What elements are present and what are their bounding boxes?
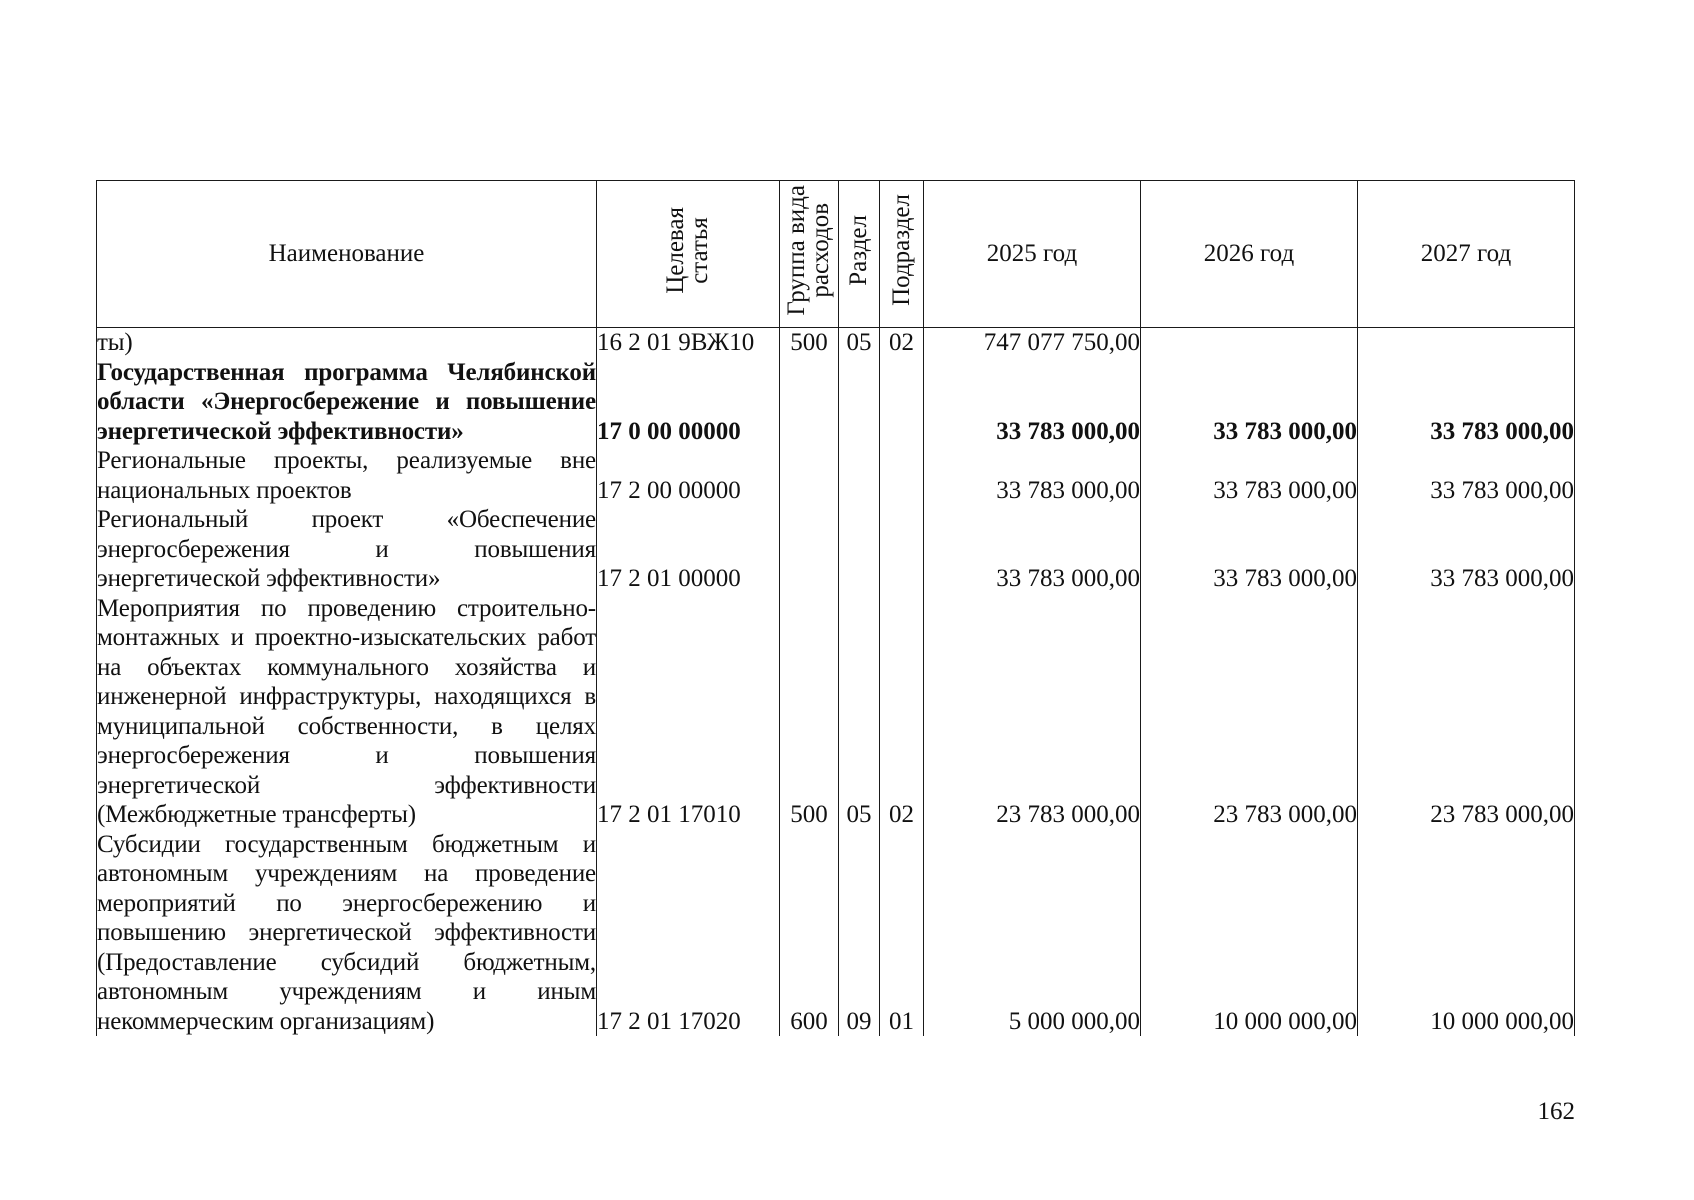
header-expense-group — [780, 181, 839, 328]
header-target-article-text: Целевая статья — [662, 206, 713, 294]
row-amount-2026-cell: 33 783 000,00 — [1141, 358, 1358, 447]
row-expense-group-cell — [780, 505, 839, 594]
row-section-cell — [839, 505, 880, 594]
row-section-cell — [839, 446, 880, 505]
row-target-article-cell: 17 2 01 00000 — [597, 505, 780, 594]
table-row — [97, 830, 1575, 1037]
table-row — [97, 358, 1575, 447]
row-amount-2026-cell: 33 783 000,00 — [1141, 505, 1358, 594]
header-expense-group-text: Группа вида расходов — [783, 184, 834, 316]
row-amount-2025-cell: 33 783 000,00 — [924, 358, 1141, 447]
header-name: Наименование — [97, 181, 597, 328]
header-section-text: Раздел — [845, 214, 872, 286]
header-target-article — [597, 181, 780, 328]
table-header-row — [97, 181, 1575, 328]
row-subsection-cell: 01 — [880, 830, 924, 1037]
row-amount-2027-cell: 10 000 000,00 — [1358, 830, 1575, 1037]
table-row — [97, 594, 1575, 830]
row-section-cell: 05 — [839, 594, 880, 830]
table-row — [97, 505, 1575, 594]
row-amount-2027-cell: 33 783 000,00 — [1358, 505, 1575, 594]
row-amount-2026-cell: 33 783 000,00 — [1141, 446, 1358, 505]
row-subsection-cell: 02 — [880, 594, 924, 830]
row-subsection-cell: 02 — [880, 328, 924, 358]
header-2025: 2025 год — [924, 181, 1141, 328]
row-name-cell: Государственная программа Челябинской области «Энергосбережение и повышение энергетической эффективности» — [97, 358, 596, 445]
row-target-article-cell: 16 2 01 9ВЖ10 — [597, 328, 780, 358]
row-expense-group-cell: 500 — [780, 328, 839, 358]
row-subsection-cell — [880, 358, 924, 447]
row-subsection-cell — [880, 446, 924, 505]
row-section-cell: 05 — [839, 328, 880, 358]
header-section — [839, 181, 880, 328]
row-subsection-cell — [880, 505, 924, 594]
row-amount-2027-cell: 23 783 000,00 — [1358, 594, 1575, 830]
row-target-article-cell: 17 2 01 17010 — [597, 594, 780, 830]
header-subsection-text: Подраздел — [887, 194, 915, 307]
row-amount-2025-cell: 23 783 000,00 — [924, 594, 1141, 830]
row-amount-2025-cell: 33 783 000,00 — [924, 505, 1141, 594]
row-name-cell: ты) — [97, 328, 597, 358]
row-target-article-cell: 17 2 01 17020 — [597, 830, 780, 1037]
row-amount-2027-cell — [1358, 328, 1575, 358]
row-name-cell: Региональные проекты, реализуемые вне национальных проектов — [97, 447, 596, 504]
budget-table — [96, 180, 1575, 1036]
row-section-cell: 09 — [839, 830, 880, 1037]
row-name-cell: Субсидии государственным бюджетным и автономным учреждениям на проведение мероприятий по энергосбережению и повышению энергетической эффективности (Предоставление субсидий бюджетным, автономным учреждениям и иным некоммерческим организациям) — [97, 830, 596, 1035]
row-amount-2027-cell: 33 783 000,00 — [1358, 358, 1575, 447]
table-body — [97, 328, 1575, 1037]
row-target-article-cell: 17 2 00 00000 — [597, 446, 780, 505]
row-amount-2025-cell: 5 000 000,00 — [924, 830, 1141, 1037]
row-amount-2026-cell: 10 000 000,00 — [1141, 830, 1358, 1037]
budget-table-container — [96, 180, 1574, 1036]
row-expense-group-cell: 500 — [780, 594, 839, 830]
row-expense-group-cell: 600 — [780, 830, 839, 1037]
row-expense-group-cell — [780, 358, 839, 447]
header-subsection — [880, 181, 924, 328]
header-2027: 2027 год — [1358, 181, 1575, 328]
page-number: 162 — [1537, 1098, 1575, 1125]
row-target-article-cell: 17 0 00 00000 — [597, 358, 780, 447]
row-amount-2026-cell — [1141, 328, 1358, 358]
header-2026: 2026 год — [1141, 181, 1358, 328]
row-amount-2026-cell: 23 783 000,00 — [1141, 594, 1358, 830]
row-name-cell: Региональный проект «Обеспечение энергосбережения и повышения энергетической эффективности» — [97, 506, 596, 592]
row-amount-2025-cell: 33 783 000,00 — [924, 446, 1141, 505]
table-row — [97, 328, 1575, 358]
row-name-cell: Мероприятия по проведению строительно-монтажных и проектно-изыскательских работ на объектах коммунального хозяйства и инженерной инфраструктуры, находящихся в муниципальной собственности, в целях энергосбережения и повышения энергетической эффективности (Межбюджетные трансферты) — [97, 594, 596, 828]
row-amount-2027-cell: 33 783 000,00 — [1358, 446, 1575, 505]
table-row — [97, 446, 1575, 505]
row-expense-group-cell — [780, 446, 839, 505]
row-section-cell — [839, 358, 880, 447]
row-amount-2025-cell: 747 077 750,00 — [924, 328, 1141, 358]
